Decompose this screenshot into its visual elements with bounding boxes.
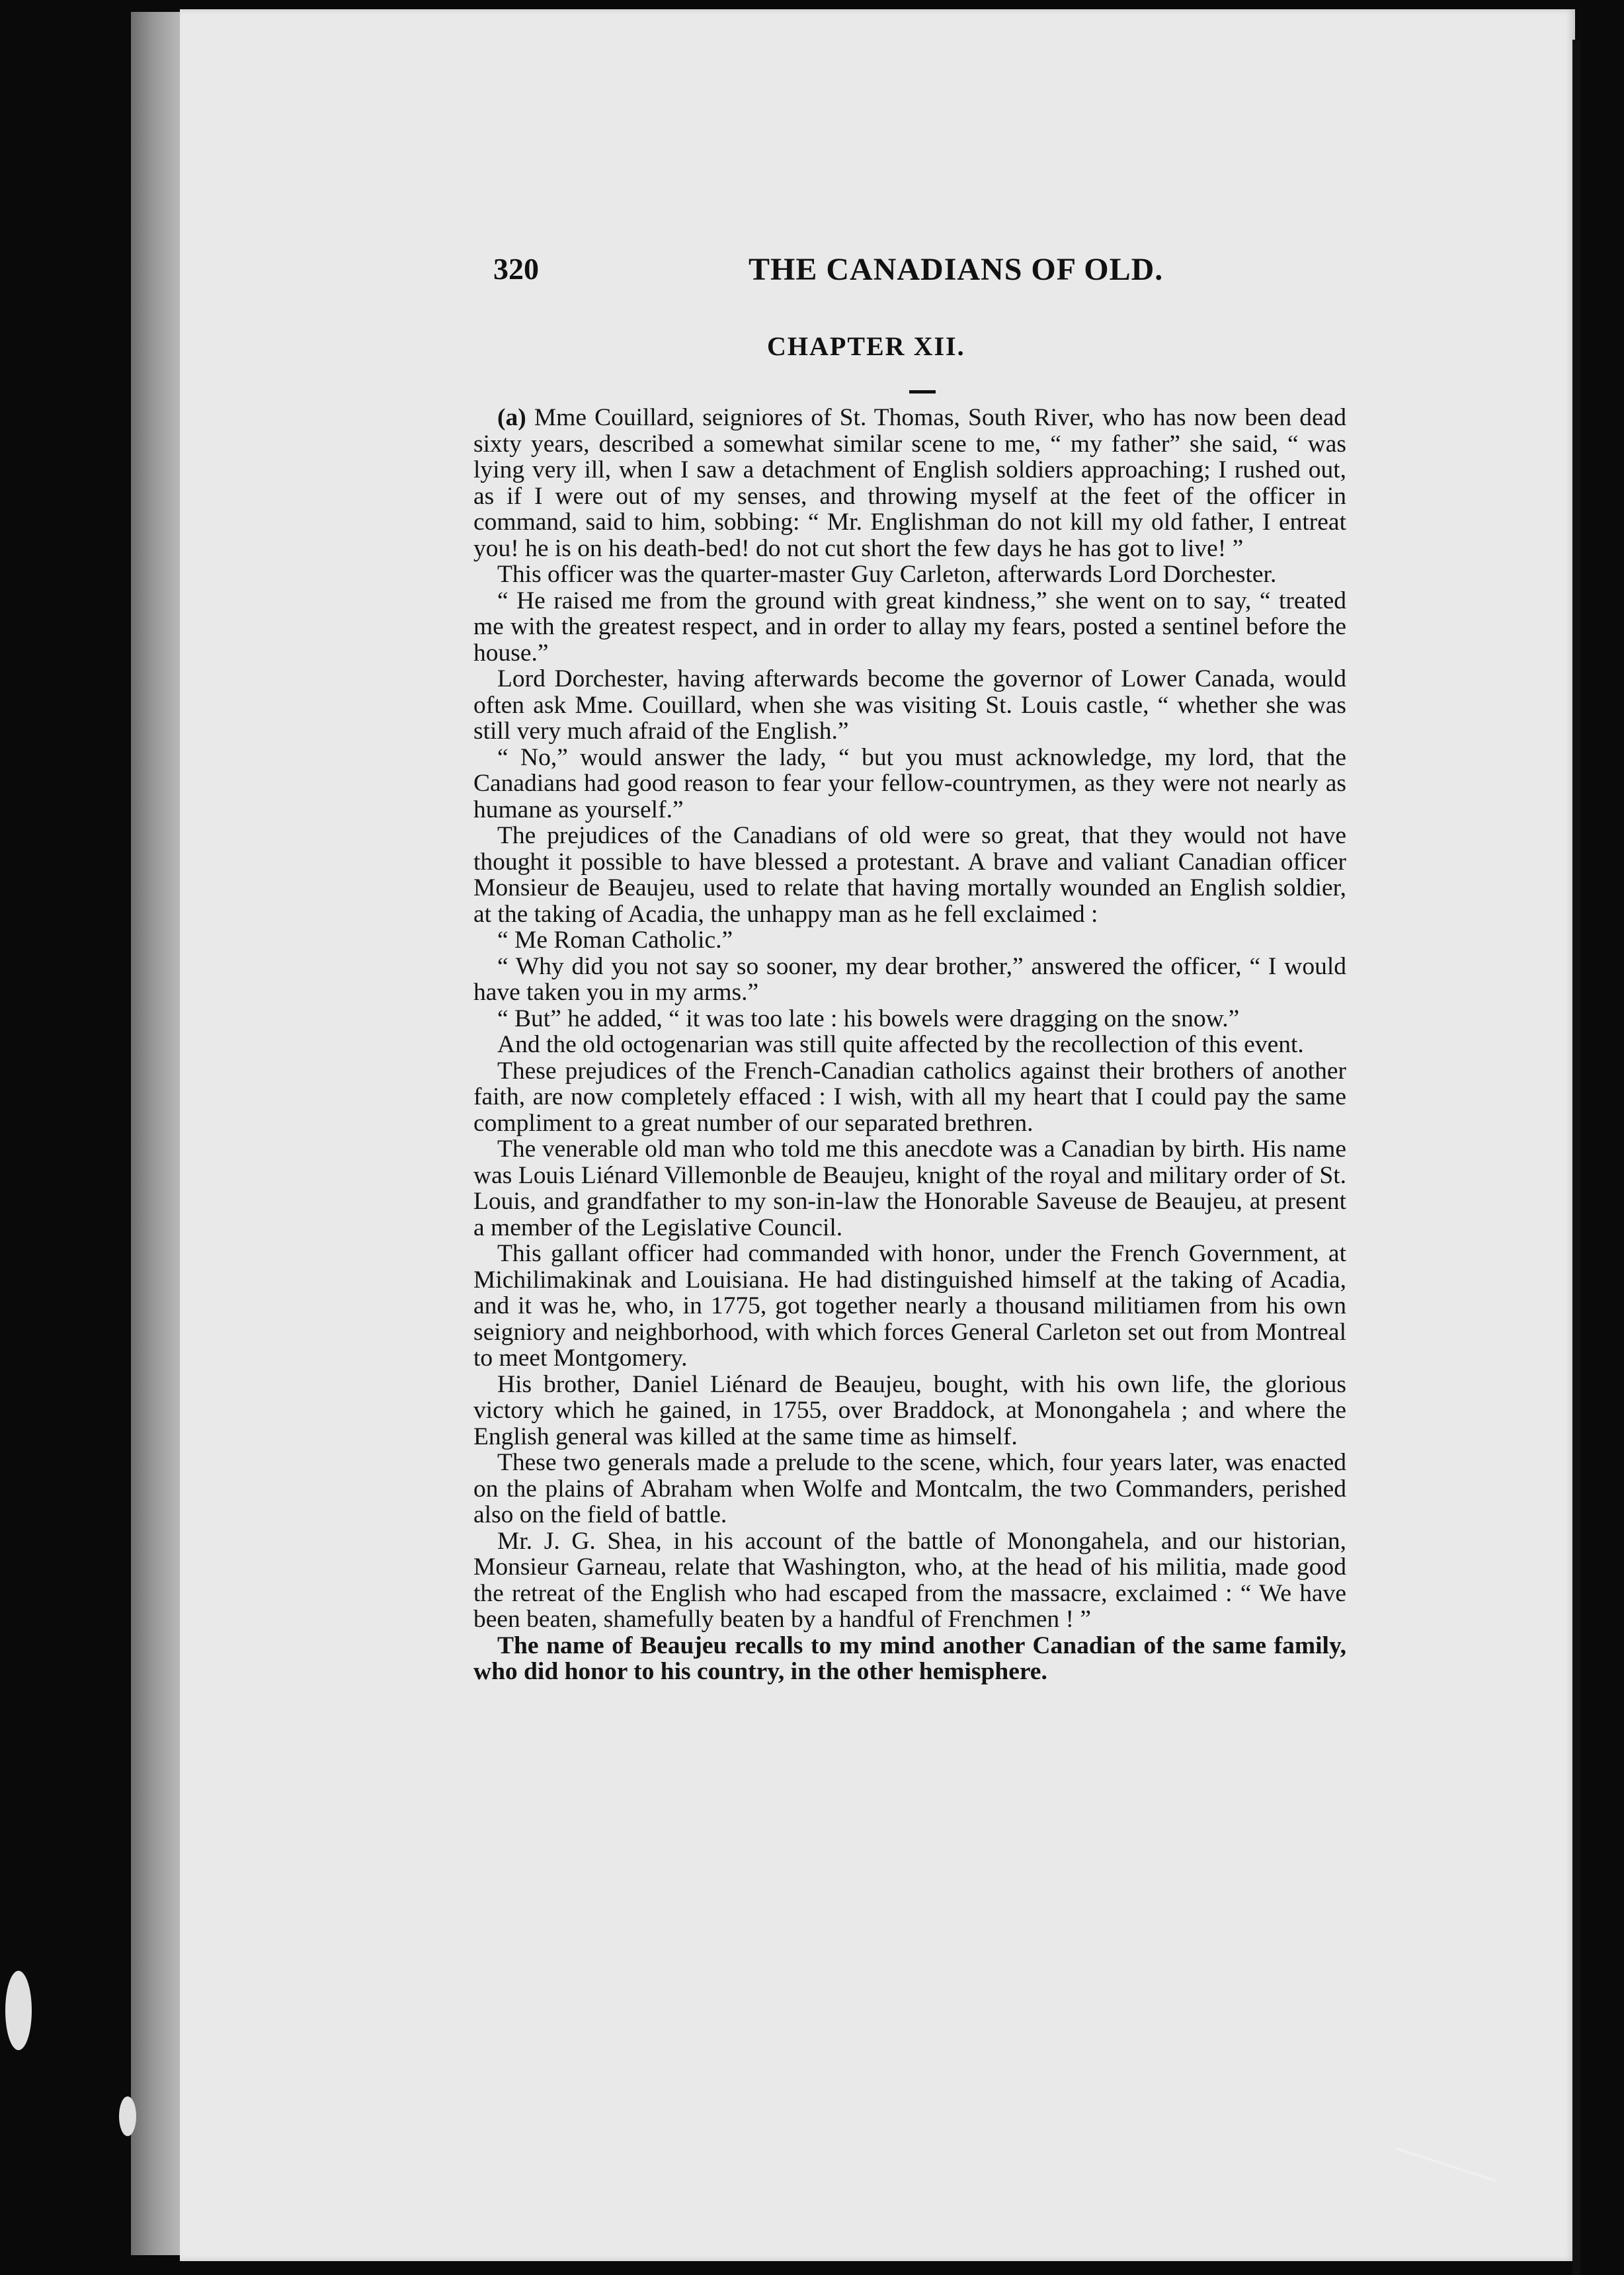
paragraph-13: This gallant officer had commanded with honor, under the French Government, at Michilimakinak and Louisiana. He had distinguished himself at the taking of Acadia, and it was he, who, in 1775, got together nearly a thousand militiamen from his own seigniory and neighborhood, with which forces General Carleton set out from Montreal to meet Montgomery. [473,1240,1346,1372]
chapter-heading: CHAPTER XII. [767,331,965,361]
paragraph-6: The prejudices of the Canadians of old were so great, that they would not have thought it possible to have blessed a protestant. A brave and valiant Canadian officer Monsieur de Beaujeu, used to relate that having mortally wounded an English soldier, at the taking of Acadia, the unhappy man as he fell exclaimed : [473,822,1346,928]
paragraph-2: This officer was the quarter-master Guy Carleton, afterwards Lord Dorchester. [497,561,1277,588]
paragraph-16: Mr. J. G. Shea, in his account of the battle of Monongahela, and our historian, Monsieur Garneau, relate that Washington, who, at the head of his militia, made good the retreat of the English who had escaped from the massacre, exclaimed : “ We have been beaten, shamefully beaten by a handful of Frenchmen ! ” [473,1527,1346,1633]
paragraph-8: “ Why did you not say so sooner, my dear brother,” answered the officer, “ I would have taken you in my arms.” [473,952,1346,1006]
chapter-rule [909,390,936,393]
paragraph-10: And the old octogenarian was still quite affected by the recollection of this event. [497,1031,1304,1058]
paragraph-4: Lord Dorchester, having afterwards become the governor of Lower Canada, would often ask Mme. Couillard, when she was visiting St. Louis castle, “ whether she was still very much afraid of the English.” [473,665,1346,745]
paragraph-11: These prejudices of the French-Canadian catholics against their brothers of another faith, are now completely effaced : I wish, with all my heart that I could pay the same compliment to a great number of our separated brethren. [473,1057,1346,1137]
footnote-marker: (a) [497,404,526,431]
paragraph-7: “ Me Roman Catholic.” [497,927,733,954]
paragraph-9: “ But” he added, “ it was too late : his bowels were dragging on the snow.” [497,1005,1240,1032]
paragraph-17: The name of Beaujeu recalls to my mind another Canadian of the same family, who did honor to his country, in the other hemisphere. [473,1632,1346,1685]
adjacent-page-edge [1572,40,1580,2275]
page-edge-shadow [131,12,184,2255]
page-body [473,405,1346,1685]
paragraph-14: His brother, Daniel Liénard de Beaujeu, bought, with his own life, the glorious victory which he gained, in 1755, over Braddock, at Monongahela ; and where the English general was killed at the same time as himself. [473,1370,1346,1450]
scan-speck [119,2096,136,2136]
paragraph-5: “ No,” would answer the lady, “ but you must acknowledge, my lord, that the Canadians had good reason to fear your fellow-countrymen, as they were not nearly as humane as yourself.” [473,743,1346,823]
paragraph-15: These two generals made a prelude to the scene, which, four years later, was enacted on the plains of Abraham when Wolfe and Montcalm, the two Commanders, perished also on the field of battle. [473,1449,1346,1528]
running-title: THE CANADIANS OF OLD. [749,252,1164,287]
paragraph-text: Mme Couillard, seigniores of St. Thomas, South River, who has now been dead sixty years, described a somewhat similar scene to me, “ my father” she said, “ was lying very ill, when I saw a detachment of English soldiers approaching; I rushed out, as if I were out of my senses, and throwing myself at the feet of the officer in command, said to him, sobbing: “ Mr. Englishman do not kill my old father, I entreat you! he is on his death-bed! do not cut short the few days he has got to live! ” [473,404,1346,562]
scan-speck [5,1971,32,2050]
paragraph-3: “ He raised me from the ground with great kindness,” she went on to say, “ treated me with the greatest respect, and in order to allay my fears, posted a sentinel before the house.” [473,587,1346,667]
page-header [493,251,1164,298]
paragraph-12: The venerable old man who told me this anecdote was a Canadian by birth. His name was Louis Liénard Villemonble de Beaujeu, knight of the royal and military order of St. Louis, and grandfather to my son-in-law the Honorable Saveuse de Beaujeu, at present a member of the Legislative Council. [473,1136,1346,1241]
page-number: 320 [493,252,539,286]
paragraph-1 [473,405,1346,561]
